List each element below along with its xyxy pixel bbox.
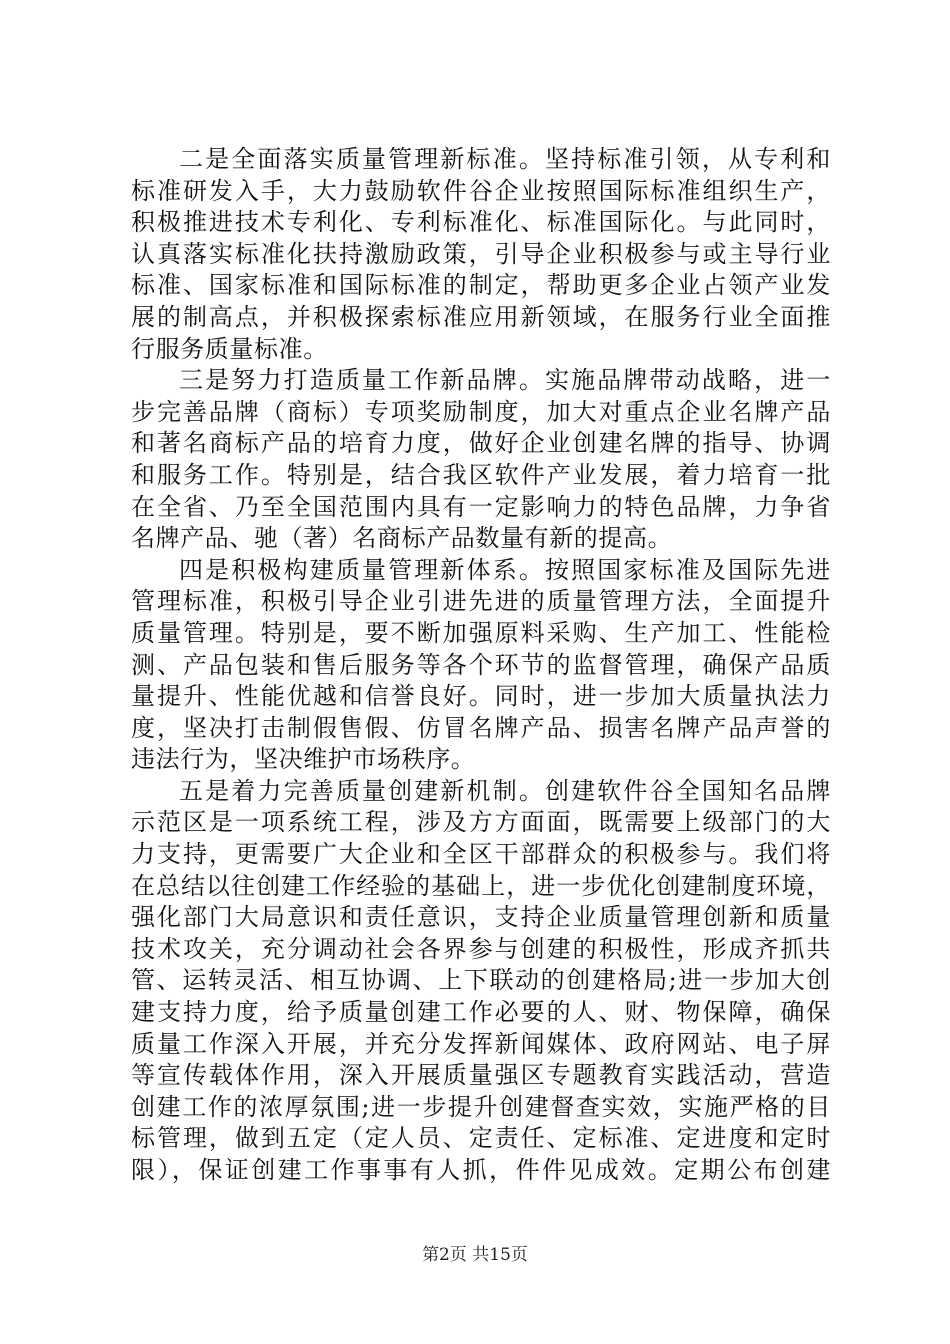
text-line: 管理标准，积极引导企业引进先进的质量管理方法，全面提升 xyxy=(131,587,831,616)
text-line: 度，坚决打击制假售假、仿冒名牌产品、损害名牌产品声誉的 xyxy=(131,713,831,742)
text-line: 质量工作深入开展，并充分发挥新闻媒体、政府网站、电子屏 xyxy=(131,1029,831,1058)
text-line: 名牌产品、驰（著）名商标产品数量有新的提高。 xyxy=(131,524,673,553)
text-line: 限），保证创建工作事事有人抓，件件见成效。定期公布创建 xyxy=(131,1156,831,1184)
paragraph xyxy=(131,776,831,1187)
text-line: 五是着力完善质量创建新机制。创建软件谷全国知名品牌 xyxy=(179,776,831,805)
text-line: 等宣传载体作用，深入开展质量强区专题教育实践活动，营造 xyxy=(131,1061,831,1090)
paragraph xyxy=(131,144,831,365)
text-line: 在总结以往创建工作经验的基础上，进一步优化创建制度环境， xyxy=(131,871,831,900)
text-line: 四是积极构建质量管理新体系。按照国家标准及国际先进 xyxy=(179,555,831,584)
text-line: 违法行为，坚决维护市场秩序。 xyxy=(131,745,476,774)
text-line: 技术攻关，充分调动社会各界参与创建的积极性，形成齐抓共 xyxy=(131,934,831,963)
text-line: 强化部门大局意识和责任意识，支持企业质量管理创新和质量 xyxy=(131,903,831,932)
text-line: 示范区是一项系统工程，涉及方方面面，既需要上级部门的大 xyxy=(131,808,831,837)
text-line: 和服务工作。特别是，结合我区软件产业发展，着力培育一批 xyxy=(131,460,831,489)
text-line: 标管理，做到五定（定人员、定责任、定标准、定进度和定时 xyxy=(131,1124,831,1153)
paragraph xyxy=(131,555,831,776)
paragraph xyxy=(131,365,831,555)
page-footer: 第2页 共15页 xyxy=(422,1245,528,1265)
text-line: 认真落实标准化扶持激励政策，引导企业积极参与或主导行业 xyxy=(131,239,831,268)
text-line: 积极推进技术专利化、专利标准化、标准国际化。与此同时， xyxy=(131,208,831,237)
text-line: 在全省、乃至全国范围内具有一定影响力的特色品牌，力争省 xyxy=(131,492,831,521)
text-line: 展的制高点，并积极探索标准应用新领域，在服务行业全面推 xyxy=(131,302,831,331)
text-line: 步完善品牌（商标）专项奖励制度，加大对重点企业名牌产品 xyxy=(131,397,831,426)
text-line: 二是全面落实质量管理新标准。坚持标准引领，从专利和 xyxy=(179,145,831,173)
text-line: 三是努力打造质量工作新品牌。实施品牌带动战略，进一 xyxy=(179,366,831,395)
text-line: 力支持，更需要广大企业和全区干部群众的积极参与。我们将 xyxy=(131,840,831,869)
body-text xyxy=(131,144,831,1187)
text-line: 建支持力度，给予质量创建工作必要的人、财、物保障，确保 xyxy=(131,998,831,1027)
text-line: 创建工作的浓厚氛围;进一步提升创建督查实效，实施严格的目 xyxy=(131,1092,831,1121)
text-line: 行服务质量标准。 xyxy=(131,334,328,363)
text-line: 管、运转灵活、相互协调、上下联动的创建格局;进一步加大创 xyxy=(131,966,831,995)
text-line: 标准、国家标准和国际标准的制定，帮助更多企业占领产业发 xyxy=(131,271,831,300)
text-line: 标准研发入手，大力鼓励软件谷企业按照国际标准组织生产， xyxy=(131,176,831,205)
text-line: 测、产品包装和售后服务等各个环节的监督管理，确保产品质 xyxy=(131,650,831,679)
text-line: 和著名商标产品的培育力度，做好企业创建名牌的指导、协调 xyxy=(131,429,831,458)
text-line: 质量管理。特别是，要不断加强原料采购、生产加工、性能检 xyxy=(131,618,831,647)
text-line: 量提升、性能优越和信誉良好。同时，进一步加大质量执法力 xyxy=(131,682,831,711)
